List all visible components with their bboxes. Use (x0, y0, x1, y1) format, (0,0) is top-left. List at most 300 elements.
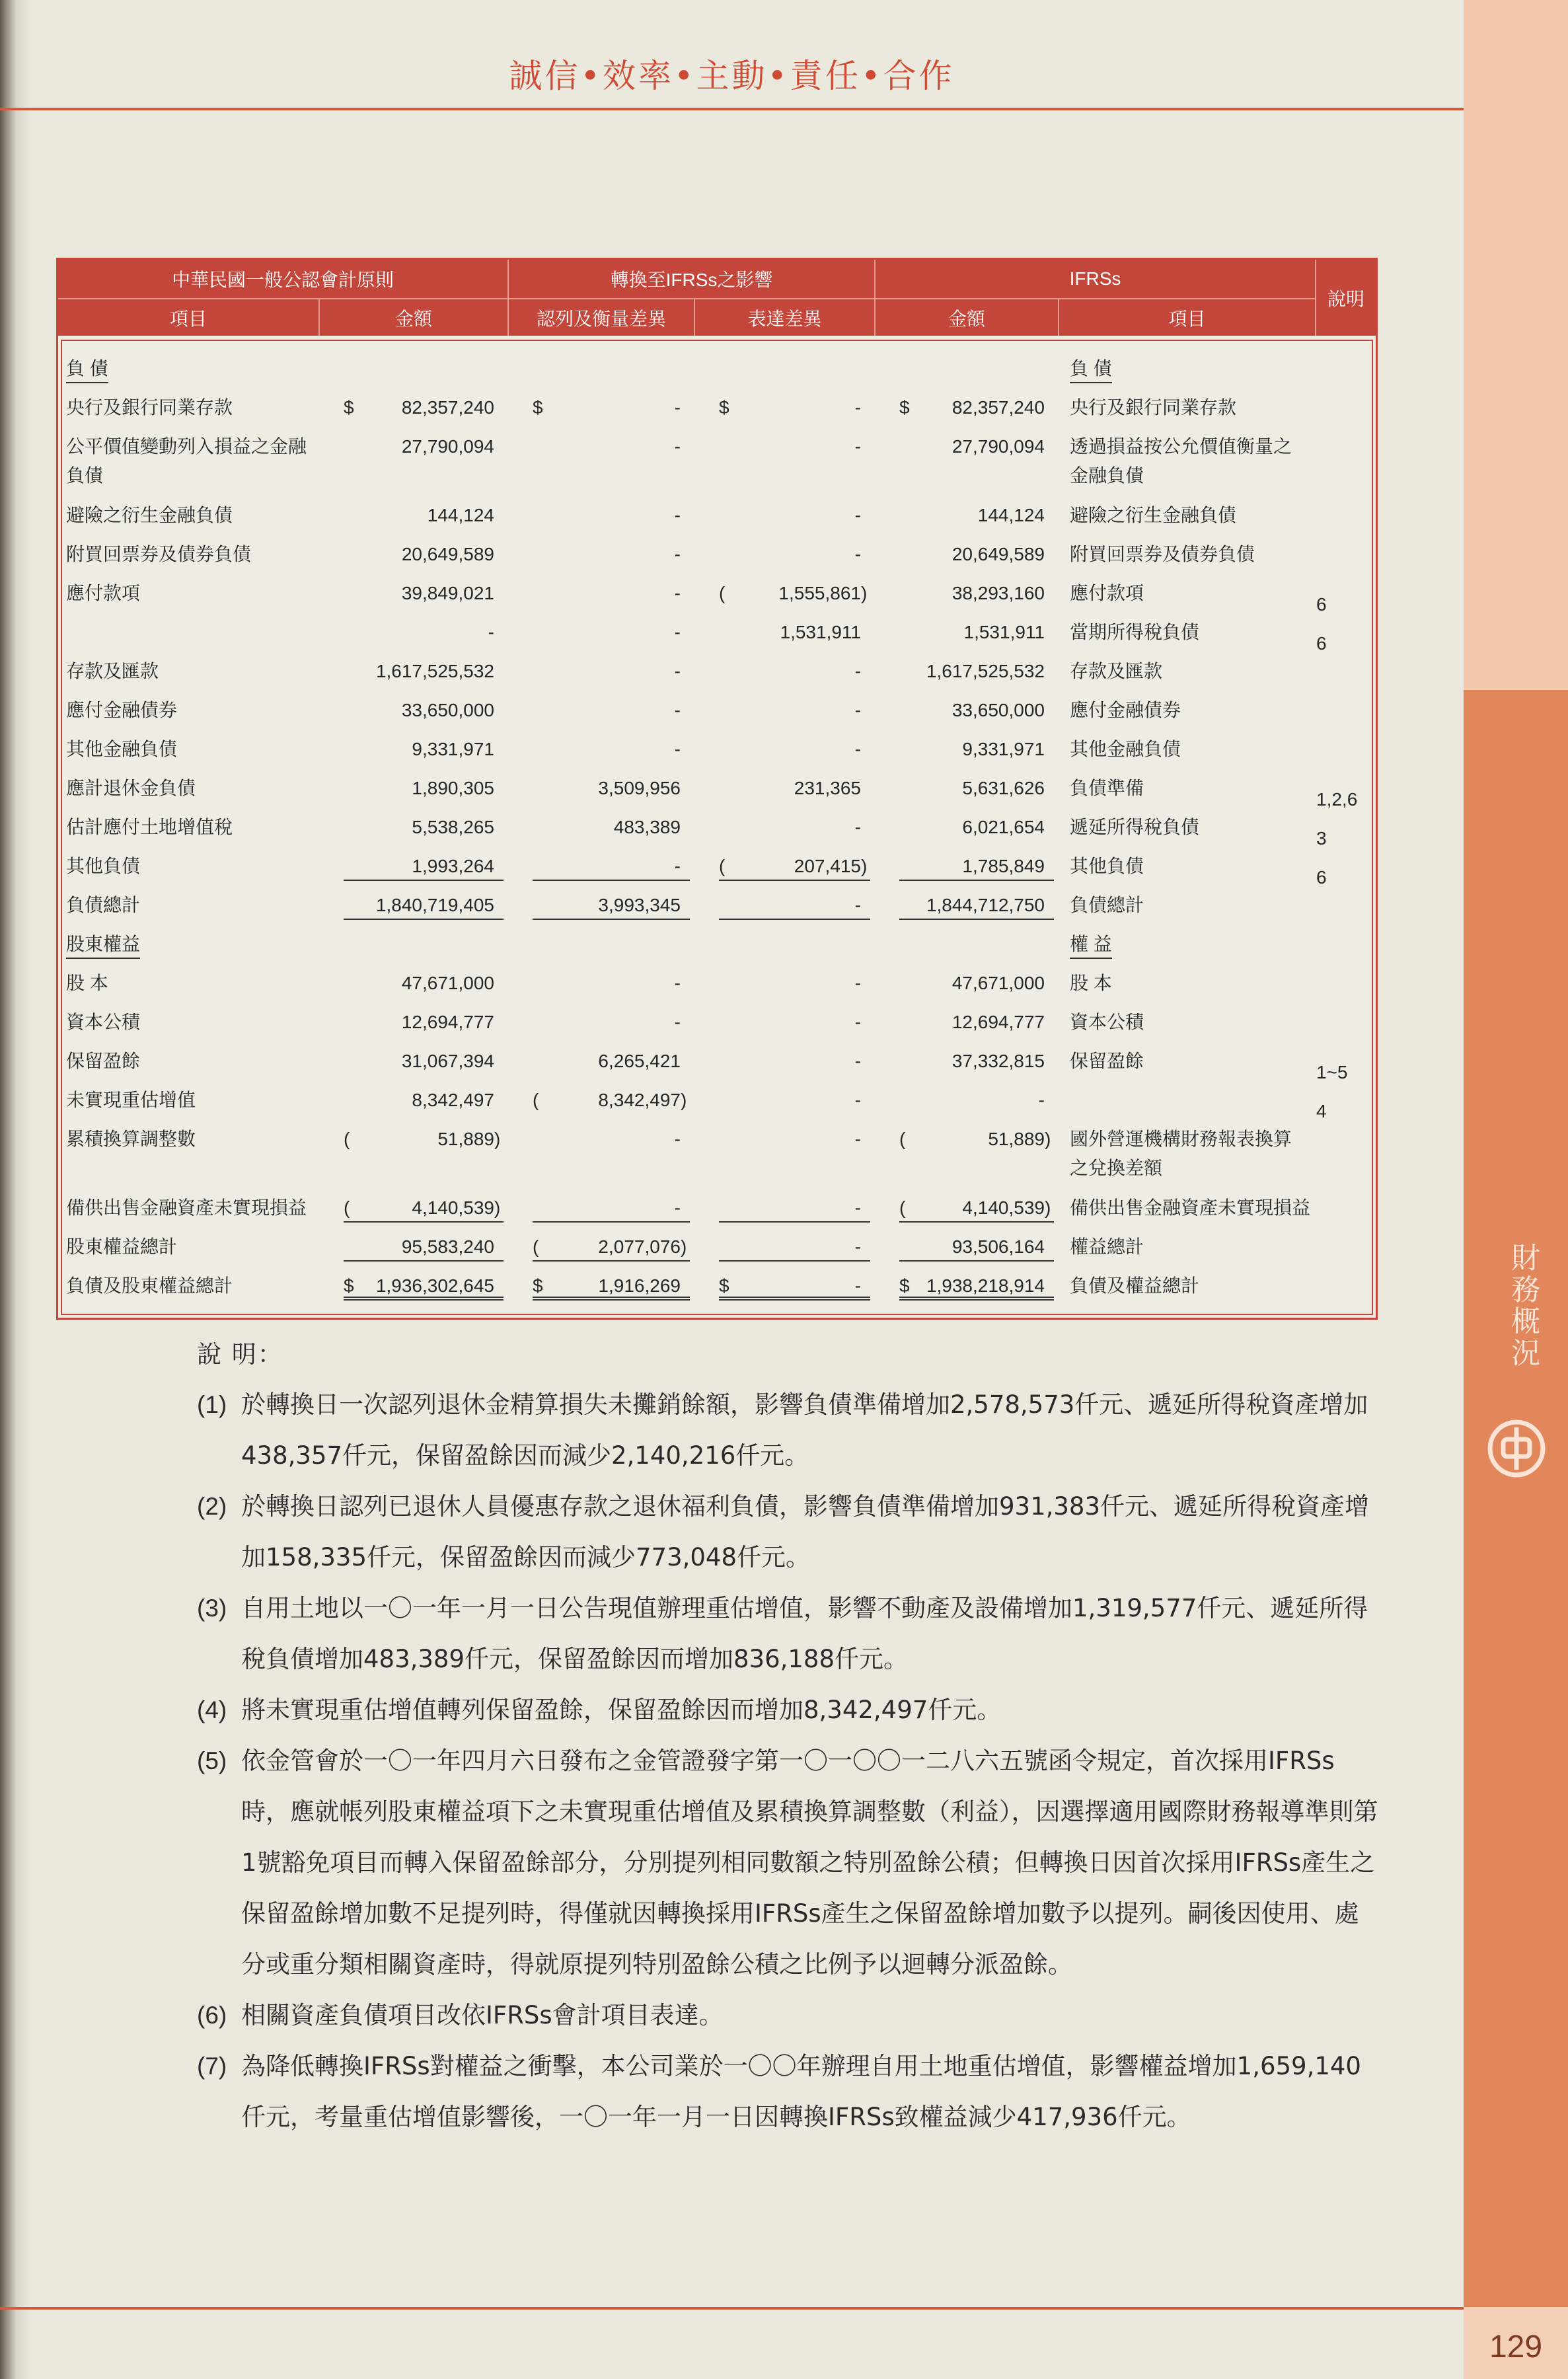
amount (344, 501, 504, 530)
amount-prefix (344, 813, 358, 842)
amount (719, 618, 870, 647)
item-label-text: 存款及匯款 (66, 661, 159, 681)
amount-value: - (854, 739, 861, 759)
ifrs-item-cell (1059, 496, 1316, 535)
recognition-diff-cell (509, 1080, 695, 1119)
amount-value: - (674, 700, 681, 720)
ifrs-item-label (1070, 930, 1316, 959)
amount (344, 579, 504, 608)
item-label (66, 1008, 320, 1037)
amount (533, 432, 690, 461)
amount-prefix (533, 696, 547, 725)
table-row (62, 1041, 1372, 1080)
amount (719, 1086, 870, 1115)
amount-value: 5,538,265 (412, 817, 494, 837)
amount (533, 501, 690, 530)
presentation-diff-cell (695, 1041, 876, 1080)
item-label (66, 735, 320, 764)
amount-value: - (854, 895, 861, 915)
amount-prefix (899, 540, 914, 569)
gaap-amount-cell (320, 535, 509, 574)
ifrs-item-cell (1059, 388, 1316, 427)
ifrs-item-cell (1059, 652, 1316, 691)
amount (344, 1047, 504, 1076)
item-cell (62, 691, 320, 730)
amount-prefix (899, 774, 914, 803)
item-cell (62, 1188, 320, 1227)
ifrs-item-label (1070, 774, 1316, 803)
amount (344, 1193, 504, 1223)
item-label (66, 1232, 320, 1262)
recognition-diff-cell (509, 886, 695, 925)
amount-suffix (861, 1086, 870, 1115)
amount (533, 1086, 690, 1115)
ifrs-item-label-text: 國外營運機構財務報表換算 (1070, 1129, 1292, 1149)
amount-suffix (494, 657, 504, 686)
ifrs-item-cell (1059, 730, 1316, 769)
ifrs-item-label (1070, 1154, 1316, 1183)
amount-value: 20,649,589 (952, 544, 1045, 564)
presentation-diff-cell (695, 574, 876, 613)
amount (344, 618, 504, 647)
amount (344, 1125, 504, 1154)
amount-value: 47,671,000 (401, 973, 494, 993)
ifrs-item-cell (1059, 925, 1316, 963)
amount-prefix (719, 1232, 733, 1260)
presentation-diff-cell (695, 847, 876, 886)
amount-value: - (674, 856, 681, 876)
amount (719, 696, 870, 725)
amount-value: - (854, 661, 861, 681)
item-label (66, 813, 320, 842)
amount-suffix (681, 618, 690, 647)
recognition-diff-cell (509, 730, 695, 769)
amount-suffix (681, 657, 690, 686)
amount-suffix (681, 1193, 690, 1221)
amount-prefix (344, 969, 358, 998)
amount-suffix (861, 657, 870, 686)
amount-value: - (854, 397, 861, 418)
amount (899, 735, 1054, 764)
amount-value: - (674, 544, 681, 564)
amount-suffix (861, 696, 870, 725)
amount-value: 144,124 (977, 505, 1045, 525)
item-label (66, 540, 320, 569)
gaap-amount-cell (320, 652, 509, 691)
note-ref-cell: 1,2,6 (1316, 789, 1358, 808)
side-tab-label: 財務概況 (1506, 1242, 1540, 1369)
amount-prefix (533, 1047, 547, 1076)
presentation-diff-cell (695, 496, 876, 535)
amount-value: 6,265,421 (598, 1051, 681, 1071)
amount-value: 1,617,525,532 (926, 661, 1045, 681)
amount-prefix: ( (344, 1197, 350, 1218)
amount-suffix (681, 891, 690, 919)
note-ref-cell (1316, 691, 1372, 730)
amount-value: 3,993,345 (598, 895, 681, 915)
item-label (66, 969, 320, 998)
note-text: 為降低轉換IFRSs對權益之衝擊，本公司業於一〇〇年辦理自用土地重估增值，影響權益增加1,659,140仟元，考量重估增值影響後，一〇一年一月一日因轉換IFRSs致權益減少417,936仟元。 (241, 2052, 1361, 2131)
amount-suffix (681, 1047, 690, 1076)
presentation-diff-cell (695, 769, 876, 808)
amount-value: 9,331,971 (412, 739, 494, 759)
presentation-diff-cell (695, 963, 876, 1002)
note-ref-cell (1316, 1188, 1372, 1227)
amount-value: 6,021,654 (962, 817, 1045, 837)
amount-prefix (719, 813, 733, 842)
amount (533, 1193, 690, 1223)
presentation-diff-cell (695, 652, 876, 691)
amount-prefix (533, 891, 547, 919)
note-item (197, 1481, 1380, 1583)
ifrs-item-label-text: 負債及權益總計 (1070, 1275, 1200, 1296)
table-row (62, 388, 1372, 427)
amount-value: - (674, 583, 681, 603)
amount-value: - (674, 436, 681, 457)
amount-prefix (344, 735, 358, 764)
amount-suffix: ) (494, 1197, 501, 1218)
ifrs-item-cell (1059, 769, 1316, 808)
amount-value: - (854, 1012, 861, 1032)
amount (899, 540, 1054, 569)
amount-suffix (494, 501, 504, 530)
ifrs-amount-cell (876, 886, 1059, 925)
item-label (66, 1193, 320, 1223)
item-label (66, 774, 320, 803)
amount (344, 1086, 504, 1115)
amount-prefix (899, 618, 914, 647)
amount (719, 1125, 870, 1154)
amount (719, 735, 870, 764)
amount-suffix (494, 540, 504, 569)
amount-prefix (344, 579, 358, 608)
recognition-diff-cell (509, 691, 695, 730)
amount (533, 969, 690, 998)
item-cell (62, 349, 320, 388)
ifrs-amount-cell (876, 1188, 1059, 1227)
amount-suffix (494, 393, 504, 422)
presentation-diff-cell (695, 535, 876, 574)
ifrs-item-label-text: 備供出售金融資產未實現損益 (1070, 1197, 1311, 1218)
amount-prefix (899, 501, 914, 530)
note-item (197, 1684, 1380, 1735)
note-ref-cell (1316, 388, 1372, 427)
amount-value: 37,332,815 (952, 1051, 1045, 1071)
ifrs-item-label-text: 之兌換差額 (1070, 1158, 1163, 1178)
amount-suffix (681, 1008, 690, 1037)
amount-value: 3,509,956 (598, 778, 681, 798)
amount (344, 657, 504, 686)
presentation-diff-cell (695, 613, 876, 652)
presentation-diff-cell (695, 730, 876, 769)
amount-suffix (681, 774, 690, 803)
item-cell (62, 388, 320, 427)
amount-prefix (344, 1008, 358, 1037)
amount-suffix (861, 969, 870, 998)
gaap-amount-cell (320, 1227, 509, 1266)
item-label (66, 432, 320, 461)
amount-value: 93,506,164 (952, 1236, 1045, 1257)
recognition-diff-cell (509, 1041, 695, 1080)
amount-value: 9,331,971 (962, 739, 1045, 759)
item-label-text: 央行及銀行同業存款 (66, 397, 233, 418)
presentation-diff-cell (695, 1188, 876, 1227)
ifrs-item-label (1070, 393, 1316, 422)
amount-suffix (494, 1232, 504, 1260)
amount (344, 432, 504, 461)
amount-value: 231,365 (794, 778, 861, 798)
amount-prefix (533, 1193, 547, 1221)
item-cell (62, 847, 320, 886)
item-label (66, 354, 320, 383)
section-heading-row (62, 349, 1372, 388)
recognition-diff-cell (509, 769, 695, 808)
table-row (62, 496, 1372, 535)
ifrs-item-cell (1059, 349, 1316, 388)
item-cell (62, 574, 320, 613)
amount (344, 393, 504, 422)
gaap-amount-cell (320, 925, 509, 963)
amount-prefix (719, 891, 733, 919)
note-number: (7) (197, 2053, 227, 2080)
item-cell (62, 613, 320, 652)
note-ref-cell (1316, 1266, 1372, 1305)
item-cell (62, 769, 320, 808)
amount-value: - (854, 817, 861, 837)
amount-prefix (719, 432, 733, 461)
ifrs-reconciliation-table (56, 258, 1378, 1320)
ifrs-item-label (1070, 579, 1316, 608)
amount (899, 891, 1054, 920)
item-label-text: 負債總計 (66, 895, 141, 915)
amount-suffix (494, 969, 504, 998)
amount-suffix (494, 1086, 504, 1115)
note-ref-cell (1316, 1119, 1372, 1188)
gaap-amount-cell (320, 613, 509, 652)
item-cell (62, 963, 320, 1002)
item-cell (62, 1266, 320, 1305)
page-number: 129 (1489, 2329, 1543, 2364)
amount (719, 393, 870, 422)
section-heading-row (62, 925, 1372, 963)
item-label-text: 股 本 (66, 973, 108, 993)
ifrs-item-label (1070, 696, 1316, 725)
amount-value: - (854, 700, 861, 720)
gaap-amount-cell (320, 691, 509, 730)
item-label (66, 657, 320, 686)
amount (344, 1271, 504, 1301)
ifrs-item-label-text: 股 本 (1070, 973, 1112, 993)
recognition-diff-cell (509, 925, 695, 963)
amount (719, 579, 870, 608)
ifrs-item-label-text: 透過損益按公允價值衡量之 (1070, 436, 1292, 457)
ifrs-item-cell (1059, 1188, 1316, 1227)
ifrs-amount-header: 金額 (876, 299, 1059, 336)
amount-suffix (861, 540, 870, 569)
gaap-amount-cell (320, 574, 509, 613)
amount (899, 432, 1054, 461)
recognition-diff-cell (509, 1119, 695, 1188)
recognition-diff-cell (509, 574, 695, 613)
amount-prefix (719, 969, 733, 998)
table-row (62, 1080, 1372, 1119)
amount-prefix (899, 852, 914, 880)
gaap-amount-cell (320, 1041, 509, 1080)
notes-section (197, 1330, 1380, 2142)
presentation-diff-cell (695, 1266, 876, 1305)
note-text: 於轉換日認列已退休人員優惠存款之退休福利負債，影響負債準備增加931,383仟元、遞延所得稅資產增加158,335仟元，保留盈餘因而減少773,048仟元。 (241, 1492, 1370, 1571)
ifrs-item-cell (1059, 1119, 1316, 1188)
ifrs-amount-cell (876, 496, 1059, 535)
amount-value: - (854, 1090, 861, 1110)
amount-prefix (899, 432, 914, 461)
amount (344, 735, 504, 764)
amount-prefix (719, 1047, 733, 1076)
amount-value: 47,671,000 (952, 973, 1045, 993)
ifrs-item-label-text: 資本公積 (1070, 1012, 1144, 1032)
amount-prefix: $ (533, 397, 543, 418)
amount (344, 696, 504, 725)
item-label (66, 579, 320, 608)
amount-suffix (1045, 813, 1054, 842)
ifrs-item-label (1070, 735, 1316, 764)
note-text: 自用土地以一〇一年一月一日公告現值辦理重估增值，影響不動產及設備增加1,319,577仟元、遞延所得稅負債增加483,389仟元，保留盈餘因而增加836,188仟元。 (241, 1594, 1368, 1673)
amount-suffix (1045, 735, 1054, 764)
item-label-text: 資本公積 (66, 1012, 141, 1032)
ifrs-group-header: IFRSs (876, 260, 1316, 299)
amount-value: 39,849,021 (401, 583, 494, 603)
amount (533, 579, 690, 608)
amount (533, 1271, 690, 1301)
amount-suffix (1045, 1086, 1054, 1115)
ifrs-item-label (1070, 657, 1316, 686)
gaap-amount-cell (320, 1119, 509, 1188)
amount (719, 891, 870, 920)
amount-prefix (719, 1008, 733, 1037)
amount-suffix (861, 432, 870, 461)
presentation-diff-header: 表達差異 (695, 299, 876, 336)
ifrs-item-label-text: 權 益 (1070, 931, 1112, 959)
amount-suffix (494, 774, 504, 803)
side-tab-strip (1464, 0, 1568, 2379)
table-row (62, 808, 1372, 847)
amount-suffix (861, 891, 870, 919)
amount-suffix (1045, 969, 1054, 998)
amount-prefix (344, 696, 358, 725)
gaap-item-header: 項目 (58, 299, 320, 336)
amount-value: 1,916,269 (598, 1275, 681, 1296)
amount-value: 5,631,626 (962, 778, 1045, 798)
table-row (62, 1119, 1372, 1188)
note-number: (4) (197, 1696, 227, 1723)
presentation-diff-cell (695, 427, 876, 496)
amount-suffix (1045, 696, 1054, 725)
presentation-diff-cell (695, 1119, 876, 1188)
amount-value: - (854, 973, 861, 993)
ifrs-item-label-text: 其他金融負債 (1070, 739, 1181, 759)
amount (344, 891, 504, 920)
amount-prefix (899, 579, 914, 608)
table-body (61, 340, 1373, 1315)
amount (899, 969, 1054, 998)
ifrs-item-label-text: 應付款項 (1070, 583, 1144, 603)
amount-prefix: ( (719, 856, 726, 876)
amount-value: - (674, 505, 681, 525)
item-label (66, 1125, 320, 1154)
amount-suffix (861, 1193, 870, 1221)
presentation-diff-cell (695, 886, 876, 925)
amount-prefix (899, 696, 914, 725)
gaap-amount-cell (320, 349, 509, 388)
gaap-amount-cell (320, 730, 509, 769)
note-ref-cell (1316, 427, 1372, 496)
amount (899, 1047, 1054, 1076)
amount (533, 696, 690, 725)
notes-list (197, 1379, 1380, 2142)
note-ref-cell (1316, 1002, 1372, 1041)
ifrs-item-label (1070, 1232, 1316, 1262)
amount (899, 696, 1054, 725)
amount-suffix (681, 501, 690, 530)
amount-suffix: ) (681, 1090, 687, 1110)
item-label (66, 696, 320, 725)
amount-value: 82,357,240 (401, 397, 494, 418)
ifrs-amount-cell (876, 1002, 1059, 1041)
ifrs-amount-cell (876, 1080, 1059, 1119)
amount-value: 1,555,861 (778, 583, 861, 603)
amount (899, 1008, 1054, 1037)
ifrs-amount-cell (876, 388, 1059, 427)
item-label-text: 公平價值變動列入損益之金融 (66, 436, 307, 457)
amount-suffix (861, 393, 870, 422)
ifrs-amount-cell (876, 691, 1059, 730)
amount-value: 27,790,094 (952, 436, 1045, 457)
ifrs-item-label (1070, 969, 1316, 998)
table-header (58, 260, 1376, 336)
ifrs-item-label (1070, 1125, 1316, 1154)
table-row (62, 1188, 1372, 1227)
amount (533, 774, 690, 803)
amount-prefix (899, 969, 914, 998)
note-text: 於轉換日一次認列退休金精算損失未攤銷餘額，影響負債準備增加2,578,573仟元、遞延所得稅資產增加438,357仟元，保留盈餘因而減少2,140,216仟元。 (241, 1390, 1368, 1470)
amount-suffix (1045, 774, 1054, 803)
amount-value: 8,342,497 (412, 1090, 494, 1110)
item-label-text: 股東權益總計 (66, 1236, 178, 1257)
table-row (62, 769, 1372, 808)
amount-value: 33,650,000 (401, 700, 494, 720)
amount-value: - (1038, 1090, 1045, 1110)
amount-suffix (1045, 501, 1054, 530)
amount (719, 1271, 870, 1301)
table-row (62, 963, 1372, 1002)
ifrs-item-cell (1059, 1227, 1316, 1266)
notes-title: 說 明： (197, 1340, 283, 1369)
table-row (62, 847, 1372, 886)
amount (344, 813, 504, 842)
amount-value: - (854, 436, 861, 457)
amount-prefix (719, 501, 733, 530)
ifrs-item-cell (1059, 1080, 1316, 1119)
ifrs-item-label-text: 負債總計 (1070, 895, 1144, 915)
amount-prefix: ( (533, 1090, 539, 1110)
amount (899, 1125, 1054, 1154)
ifrs-item-cell (1059, 613, 1316, 652)
amount-value: 483,389 (613, 817, 681, 837)
ifrs-item-label-text: 權益總計 (1070, 1236, 1144, 1257)
amount-value: 31,067,394 (401, 1051, 494, 1071)
amount-value: - (674, 661, 681, 681)
amount-prefix (719, 696, 733, 725)
